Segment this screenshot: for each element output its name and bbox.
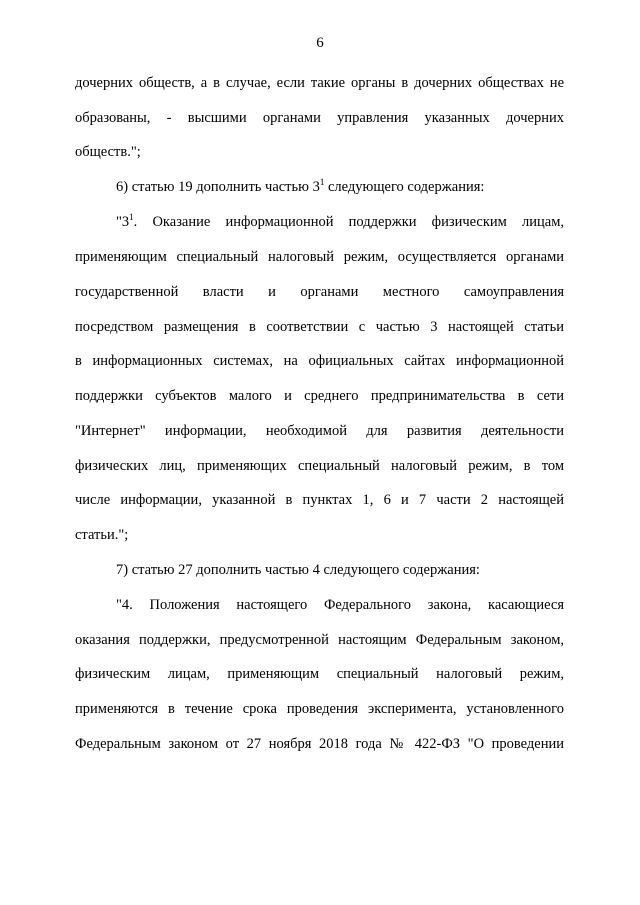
page-number: 6 (316, 35, 324, 51)
text-line: физических лиц, применяющих специальный налоговый режим, в том (75, 458, 564, 474)
text-line: числе информации, указанной в пунктах 1, 6 и 7 части 2 настоящей (75, 492, 564, 508)
text-line: государственной власти и органами местного самоуправления (75, 284, 564, 300)
text-line: "Интернет" информации, необходимой для развития деятельности (75, 423, 564, 439)
text-line: применяются в течение срока проведения эксперимента, установленного (75, 701, 564, 717)
text-line: образованы, - высшими органами управления указанных дочерних (75, 110, 564, 126)
text-line: физическим лицам, применяющим специальный налоговый режим, (75, 666, 564, 682)
text-line: обществ."; (75, 144, 141, 160)
text-line: Федеральным законом от 27 ноября 2018 года № 422-ФЗ "О проведении (75, 736, 564, 752)
text-line: применяющим специальный налоговый режим, осуществляется органами (75, 249, 564, 265)
text-line: поддержки субъектов малого и среднего предпринимательства в сети (75, 388, 564, 404)
text-line: посредством размещения в соответствии с частью 3 настоящей статьи (75, 319, 564, 335)
text-line: дочерних обществ, а в случае, если такие органы в дочерних обществах не (75, 75, 564, 91)
text-line: оказания поддержки, предусмотренной настоящим Федеральным законом, (75, 632, 564, 648)
text-fragment: следующего содержания: (327, 179, 485, 195)
text-line: в информационных системах, на официальных сайтах информационной (75, 353, 564, 369)
superscript: 1 (129, 212, 134, 223)
text-fragment: "3 (116, 214, 130, 230)
text-line: 7) статью 27 дополнить частью 4 следующего содержания: (116, 562, 480, 578)
text-line (116, 214, 564, 231)
text-fragment: . Оказание информационной поддержки физическим лицам, (133, 214, 564, 230)
text-line: статьи."; (75, 527, 129, 543)
text-line (116, 179, 564, 196)
text-fragment: 6) статью 19 дополнить частью 3 (116, 179, 320, 195)
superscript: 1 (319, 177, 325, 188)
text-line: "4. Положения настоящего Федерального закона, касающиеся (116, 597, 564, 613)
